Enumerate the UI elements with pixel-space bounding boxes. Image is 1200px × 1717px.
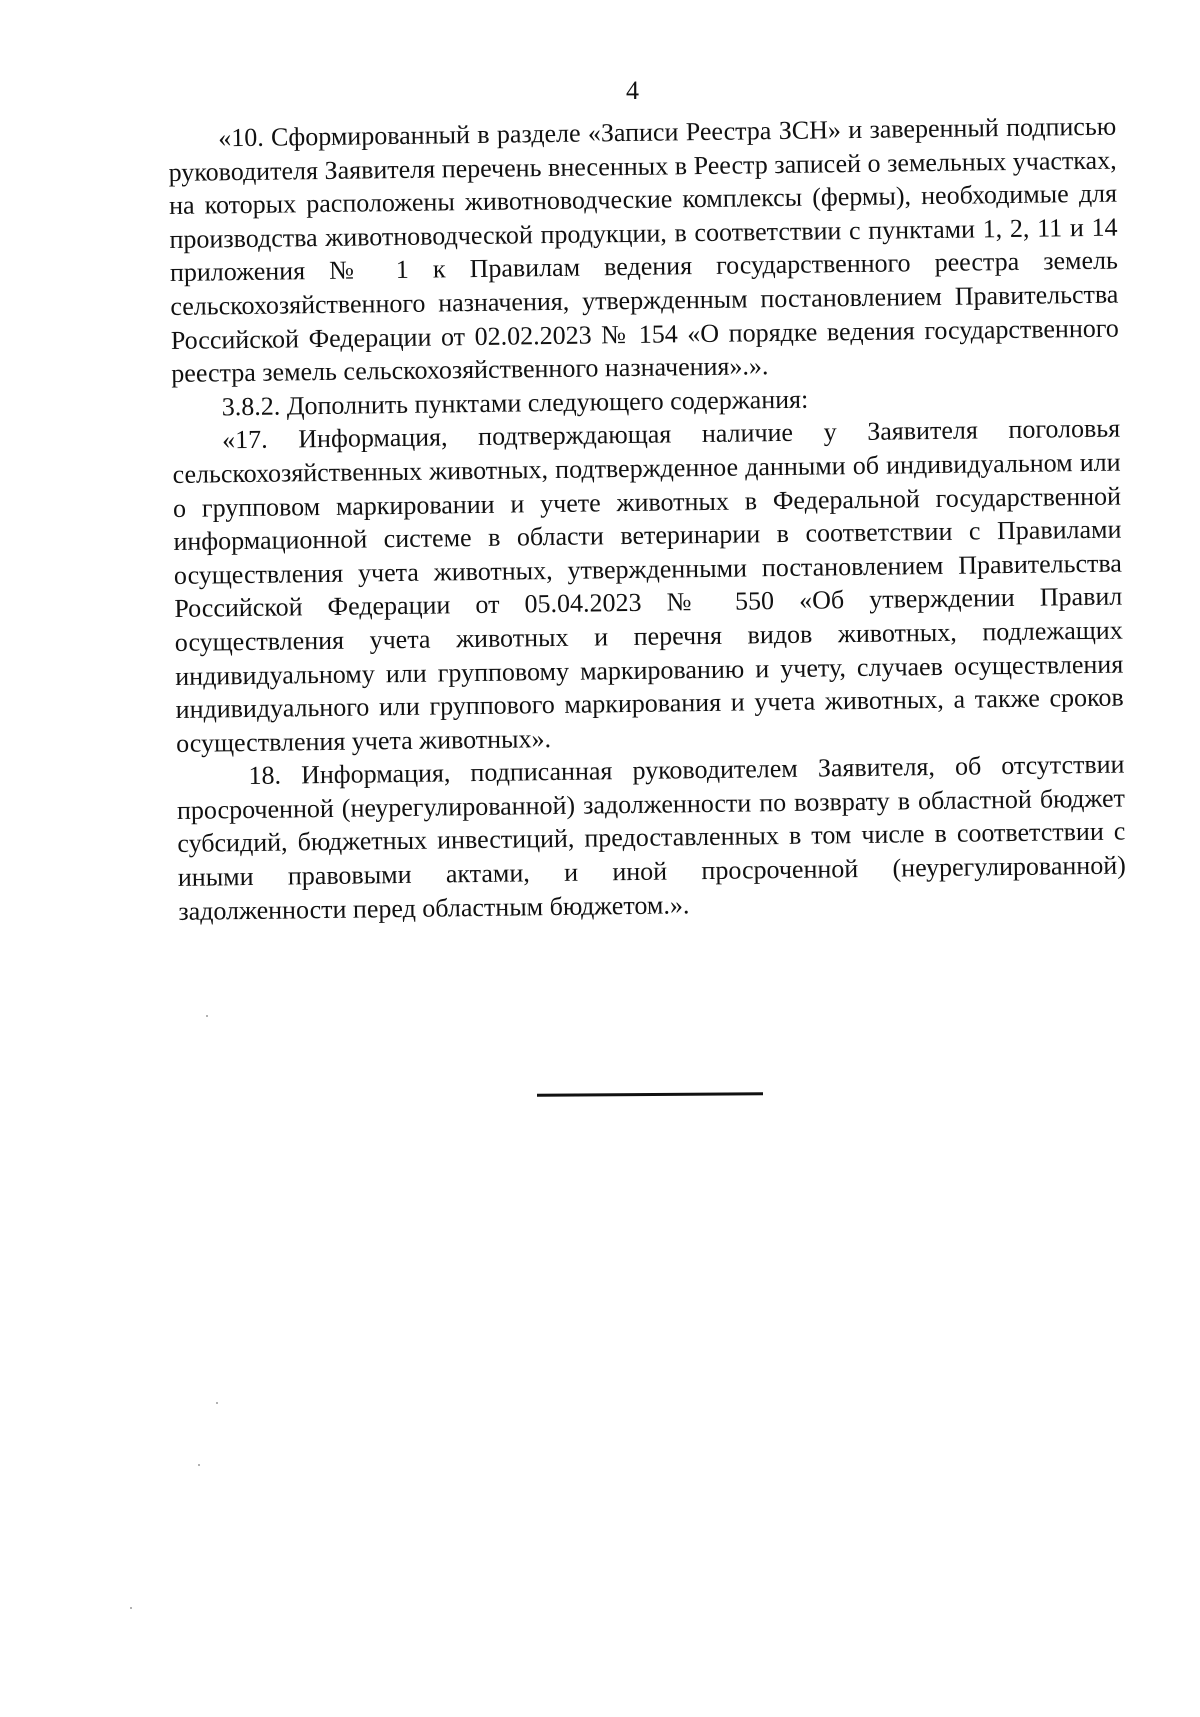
document-body <box>168 110 1126 929</box>
paragraph-item-18: 18. Информация, подписанная руководителем Заявителя, об отсутствии просроченной (неурегулированной) задолженности по возврату в областной бюджет субсидий, бюджетных инвестиций, предоставленных в том числе в соответствии с иными правовыми актами, и иной просроченной (неурегулированной) задолженности перед областным бюджетом.». <box>176 749 1126 926</box>
scan-artifact <box>216 1402 218 1404</box>
paragraph-amendment-3-8-2: 3.8.2. Дополнить пунктами следующего содержания: <box>221 384 809 422</box>
paragraph-item-10: «10. Сформированный в разделе «Записи Реестра ЗСН» и заверенный подписью руководителя Заявителя перечень внесенных в Реестр записей о земельных участках, на которых расположены животноводческие комплексы (фермы), необходимые для производства животноводческой продукции, в соответствии с пунктами 1, 2, 11 и 14 приложения № 1 к Правилам ведения государственного реестра земель сельскохозяйственного назначения, утвержденным постановлением Правительства Российской Федерации от 02.02.2023 № 154 «О порядке ведения государственного реестра земель сельскохозяйственного назначения».». <box>168 111 1119 389</box>
page-number: 4 <box>626 76 639 105</box>
end-of-text-rule <box>537 1092 763 1097</box>
scan-artifact <box>206 1015 208 1017</box>
scan-artifact <box>198 1464 200 1466</box>
scan-artifact <box>130 1607 132 1609</box>
paragraph-item-17: «17. Информация, подтверждающая наличие у Заявителя поголовья сельскохозяйственных животных, подтвержденное данными об индивидуальном или о групповом маркировании и учете животных в Федеральной государственной информационной системе в области ветеринарии в соответствии с Правилами осуществления учета животных, утвержденными постановлением Правительства Российской Федерации от 05.04.2023 № 550 «Об утверждении Правил осуществления учета животных и перечня видов животных, подлежащих индивидуальному или групповому маркированию и учету, случаев осуществления индивидуального или группового маркирования и учета животных, а также сроков осуществления учета животных». <box>172 413 1124 758</box>
